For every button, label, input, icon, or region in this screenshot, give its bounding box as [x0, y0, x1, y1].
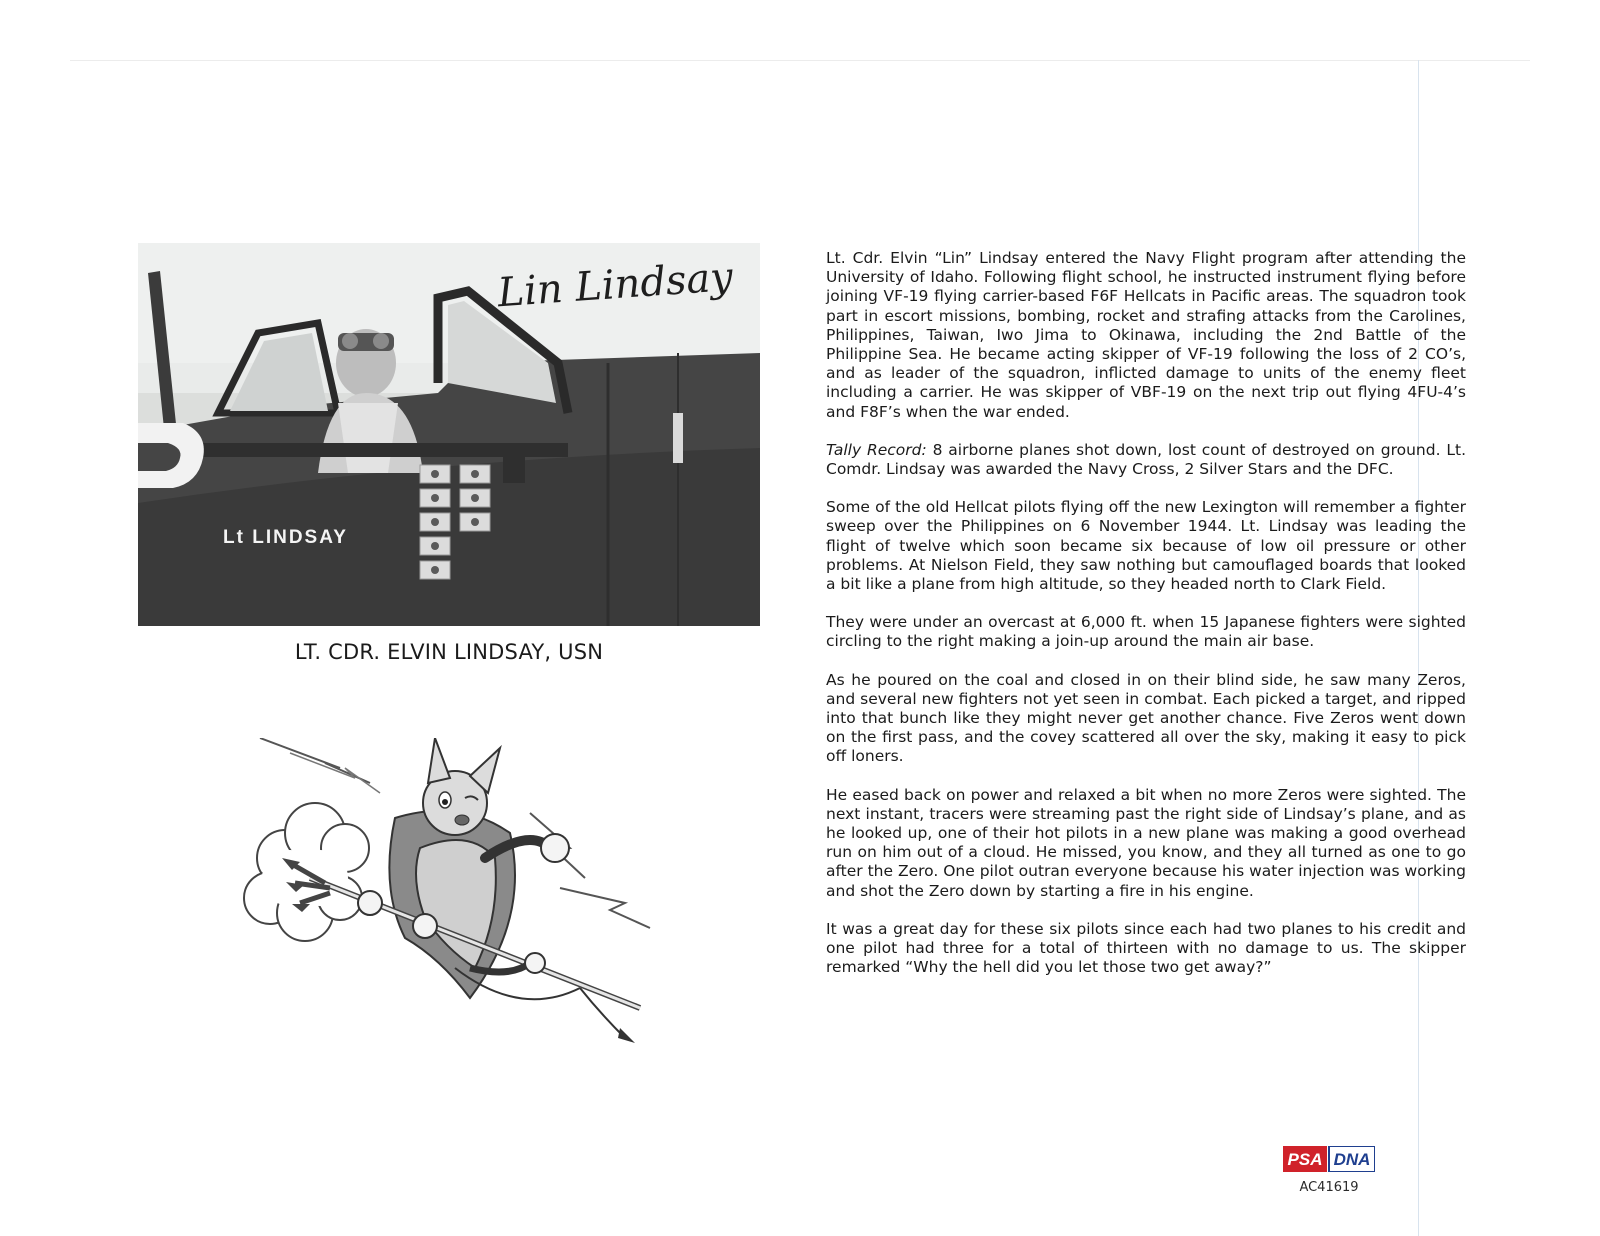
devil-cat-pitchfork-icon: [230, 738, 660, 1058]
article-paragraph-overhead-run: He eased back on power and relaxed a bit when no more Zeros were sighted. The next instant, tracers were streaming past the right side of Lindsay’s plane, and as he looked up, one of their hot pilots in a new plane was making a good overhead run on him out of a cloud. He missed, you know, and they all turned as one to go after the Zero. One pilot outran everyone because his water injection was working and shot the Zero down by starting a fire in his engine.: [826, 785, 1466, 900]
article-paragraph-bio: Lt. Cdr. Elvin “Lin” Lindsay entered the Navy Flight program after attending the University of Idaho. Following flight school, he instructed instrument flying before joining VF-19 flying carrier-based F6F Hellcats in Pacific areas. The squadron took part in escort missions, bombing, rocket and strafing attacks from the Carolines, Philippines, Taiwan, Iwo Jima to Okinawa, including the 2nd Battle of the Philippine Sea. He became acting skipper of VF-19 following the loss of 2 CO’s, and as leader of the squadron, inflicted damage to units of the enemy fleet including a carrier. He was skipper of VBF-19 on the next trip out flying 4FU-4’s and F8F’s when the war ended.: [826, 249, 1466, 421]
article-paragraph-overcast: They were under an overcast at 6,000 ft. when 15 Japanese fighters were sighted circling to the right making a join-up around the main air base.: [826, 613, 1466, 651]
article-paragraph-sweep: Some of the old Hellcat pilots flying off the new Lexington will remember a fighter sweep over the Philippines on 6 November 1944. Lt. Lindsay was leading the flight of twelve which soon became six because of low oil pressure or other problems. At Nielson Field, they saw nothing but camouflaged boards that looked a bit like a plane from high altitude, so they headed north to Clark Field.: [826, 498, 1466, 594]
tally-record-text: 8 airborne planes shot down, lost count of destroyed on ground. Lt. Comdr. Lindsay was awarded the Navy Cross, 2 Silver Stars and the DFC.: [826, 440, 1467, 479]
psa-logo-text: PSA: [1287, 1150, 1323, 1169]
pilot-photo: [138, 243, 760, 626]
autograph-signature: Lin Lindsay: [496, 254, 735, 317]
fuselage-name: Lt LINDSAY: [223, 527, 348, 548]
article-paragraph-outcome: It was a great day for these six pilots since each had two planes to his credit and one pilot had three for a total of thirteen with no damage to us. The skipper remarked “Why the hell did you let those two get away?”: [826, 919, 1466, 977]
dna-logo-text: DNA: [1333, 1150, 1371, 1169]
photo-caption: LT. CDR. ELVIN LINDSAY, USN: [294, 640, 604, 664]
page-top-edge: [70, 60, 1530, 61]
article-paragraph-tally: [826, 441, 1466, 479]
article-body: [826, 249, 1466, 997]
certification-number: AC41619: [1299, 1180, 1359, 1195]
psa-dna-logo: [1283, 1146, 1375, 1172]
article-paragraph-attack: As he poured on the coal and closed in on their blind side, he saw many Zeros, and several new fighters not yet seen in combat. Each picked a target, and ripped into that bunch like they might never get another chance. Five Zeros went down on the first pass, and the covey scattered all over the sky, making it easy to pick off loners.: [826, 670, 1466, 766]
tally-record-label: Tally Record:: [826, 440, 927, 459]
